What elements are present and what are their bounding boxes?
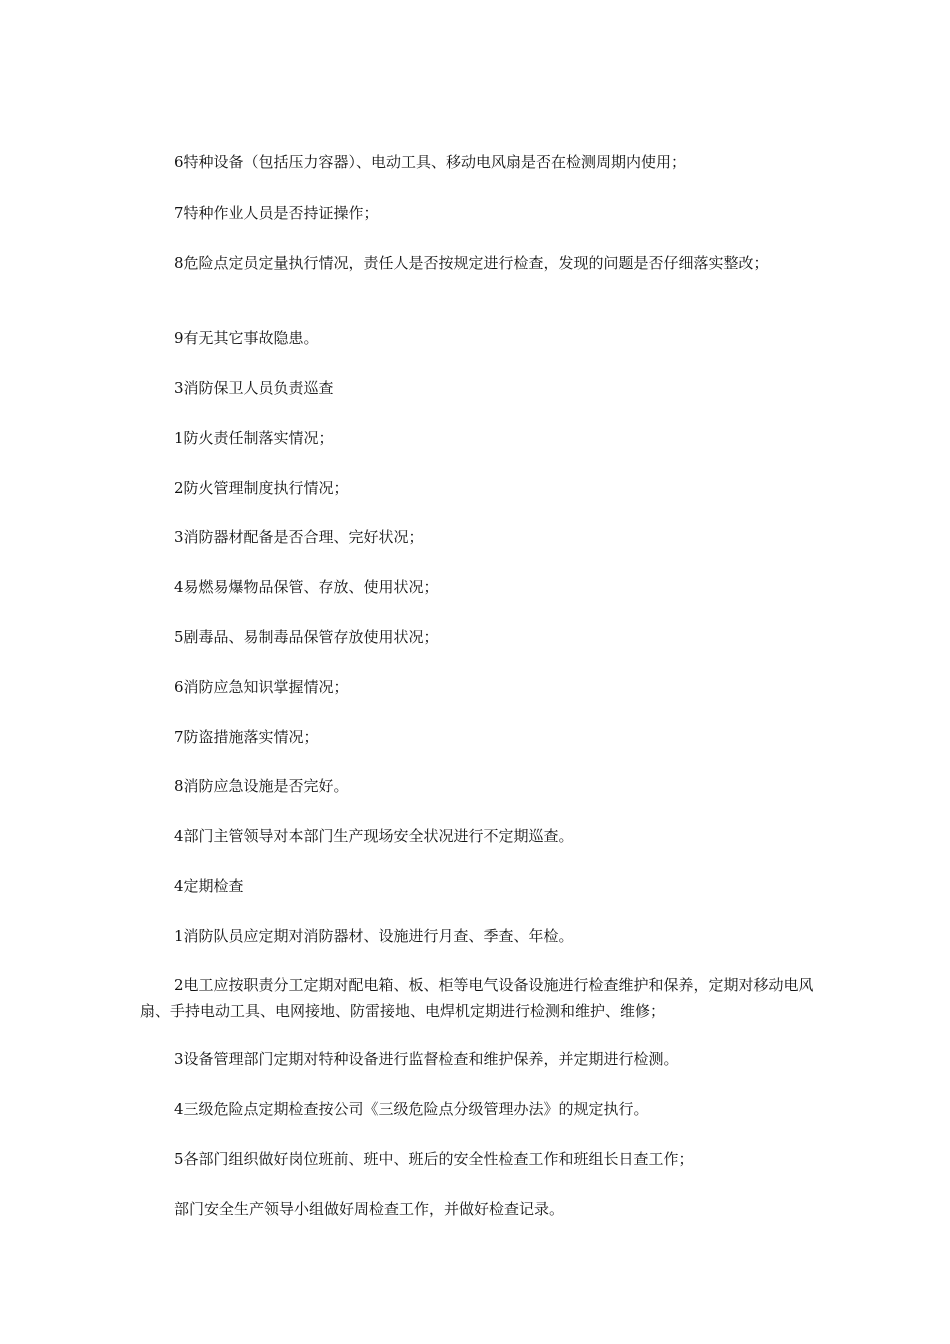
- paragraph-fire-equipment: 3消防器材配备是否合理、完好状况；: [174, 528, 424, 546]
- paragraph-equipment-management: 3设备管理部门定期对特种设备进行监督检查和维护保养，并定期进行检测。: [174, 1050, 679, 1068]
- section-heading-fire-security: 3消防保卫人员负责巡查: [174, 379, 334, 397]
- paragraph-weekly-check: 部门安全生产领导小组做好周检查工作，并做好检查记录。: [174, 1200, 565, 1218]
- paragraph-fire-management: 2防火管理制度执行情况；: [174, 479, 349, 497]
- paragraph-emergency-facilities: 8消防应急设施是否完好。: [174, 777, 349, 795]
- paragraph-electricians: 2电工应按职责分工定期对配电箱、板、柜等电气设备设施进行检查维护和保养，定期对移动电风扇、手持电动工具、电网接地、防雷接地、电焊机定期进行检测和维护、维修；: [140, 976, 814, 1020]
- paragraph-department-inspection: 4部门主管领导对本部门生产现场安全状况进行不定期巡查。: [174, 827, 574, 845]
- paragraph-flammable-goods: 4易燃易爆物品保管、存放、使用状况；: [174, 578, 439, 596]
- paragraph-special-operators: 7特种作业人员是否持证操作；: [174, 204, 379, 222]
- paragraph-anti-theft: 7防盗措施落实情况；: [174, 728, 319, 746]
- paragraph-fire-responsibility: 1防火责任制落实情况；: [174, 429, 334, 447]
- paragraph-other-hazards: 9有无其它事故隐患。: [174, 329, 319, 347]
- paragraph-shift-checks: 5各部门组织做好岗位班前、班中、班后的安全性检查工作和班组长日查工作；: [174, 1150, 694, 1168]
- paragraph-toxic-goods: 5剧毒品、易制毒品保管存放使用状况；: [174, 628, 439, 646]
- paragraph-emergency-knowledge: 6消防应急知识掌握情况；: [174, 678, 349, 696]
- section-heading-periodic-inspection: 4定期检查: [174, 877, 244, 895]
- paragraph-danger-points: 8危险点定员定量执行情况，责任人是否按规定进行检查，发现的问题是否仔细落实整改；: [174, 254, 769, 272]
- paragraph-fire-team: 1消防队员应定期对消防器材、设施进行月查、季查、年检。: [174, 927, 574, 945]
- paragraph-third-level-danger: 4三级危险点定期检查按公司《三级危险点分级管理办法》的规定执行。: [174, 1100, 649, 1118]
- paragraph-special-equipment: 6特种设备（包括压力容器）、电动工具、移动电风扇是否在检测周期内使用；: [174, 153, 687, 171]
